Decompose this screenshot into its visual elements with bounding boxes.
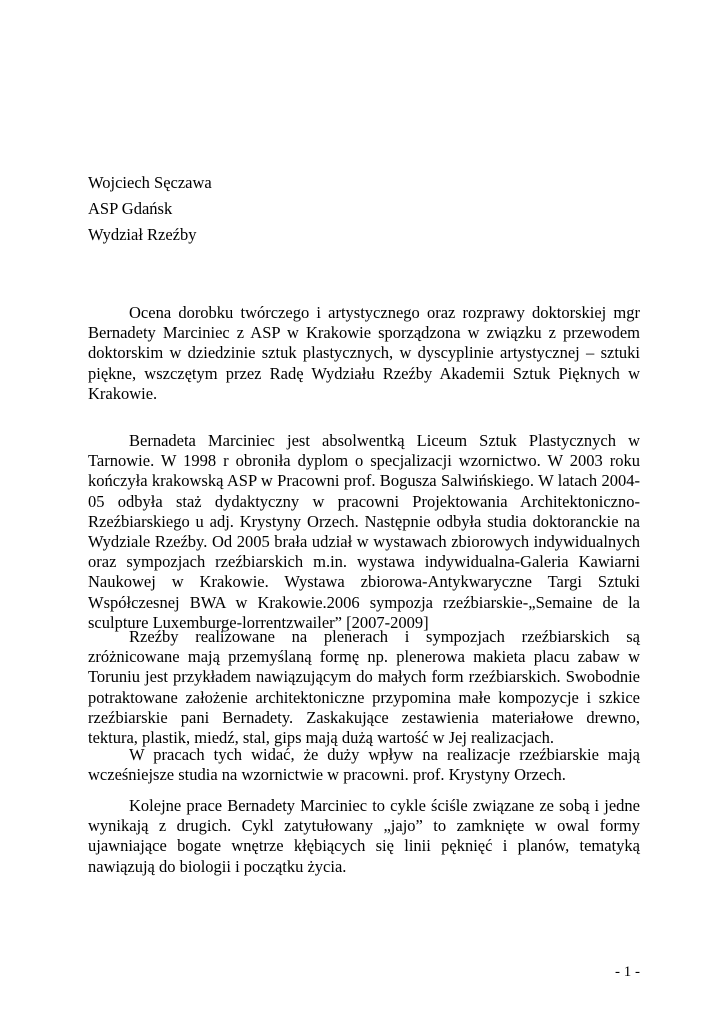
institution-name: ASP Gdańsk — [88, 199, 173, 218]
influence-paragraph — [88, 745, 640, 785]
biography-paragraph — [88, 431, 640, 633]
paragraph: Rzeźby realizowane na plenerach i sympozjach rzeźbiarskich są zróżnicowane mają przemyślaną formę np. plenerowa makieta placu zabaw w Toruniu jest przykładem nawiązującym do małych form rzeźbiarskich. Swobodnie potraktowane założenie architektoniczne przypomina małe kompozycje i szkice rzeźbiarskie pani Bernadety. Zaskakujące zestawienia materiałowe drewno, tektura, plastik, miedź, stal, gips mają dużą wartość w Jej realizacjach. — [88, 627, 640, 748]
paragraph: Ocena dorobku twórczego i artystycznego oraz rozprawy doktorskiej mgr Bernadety Marciniec z ASP w Krakowie sporządzona w związku z przewodem doktorskim w dziedzinie sztuk plastycznych, w dyscyplinie artystycznej – sztuki piękne, wszczętym przez Radę Wydziału Rzeźby Akademii Sztuk Pięknych w Krakowie. — [88, 303, 640, 403]
review-title-paragraph — [88, 303, 640, 404]
faculty-name: Wydział Rzeźby — [88, 225, 197, 244]
paragraph: Bernadeta Marciniec jest absolwentką Liceum Sztuk Plastycznych w Tarnowie. W 1998 r obroniła dyplom o specjalizacji wzornictwo. W 2003 roku kończyła krakowską ASP w Pracowni prof. Bogusza Salwińskiego. W latach 2004-05 odbyła staż dydaktyczny w pracowni Projektowania Architektoniczno-Rzeźbiarskiego u adj. Krystyny Orzech. Następnie odbyła studia doktoranckie na Wydziale Rzeźby. Od 2005 brała udział w wystawach zbiorowych indywidualnych oraz sympozjach rzeźbiarskich m.in. wystawa indywidualna-Galeria Kawiarni Naukowej w Krakowie. Wystawa zbiorowa-Antykwaryczne Targi Sztuki Współczesnej BWA w Krakowie.2006 sympozja rzeźbiarskie-„Semaine de la sculpture Luxemburge-lorrentzwailer” [2007-2009] — [88, 431, 640, 632]
letter-header — [88, 170, 212, 248]
paragraph: Kolejne prace Bernadety Marciniec to cykle ściśle związane ze sobą i jedne wynikają z drugich. Cykl zatytułowany „jajo” to zamknięte w owal formy ujawniające bogate wnętrze kłębiących się linii pęknięć i planów, tematyką nawiązują do biologii i początku życia. — [88, 796, 640, 876]
page-number: - 1 - — [615, 964, 640, 980]
author-name: Wojciech Sęczawa — [88, 173, 212, 192]
sculptures-paragraph — [88, 627, 640, 748]
paragraph: W pracach tych widać, że duży wpływ na realizacje rzeźbiarskie mają wcześniejsze studia na wzornictwie w pracowni. prof. Krystyny Orzech. — [88, 745, 640, 785]
cycles-paragraph — [88, 796, 640, 877]
